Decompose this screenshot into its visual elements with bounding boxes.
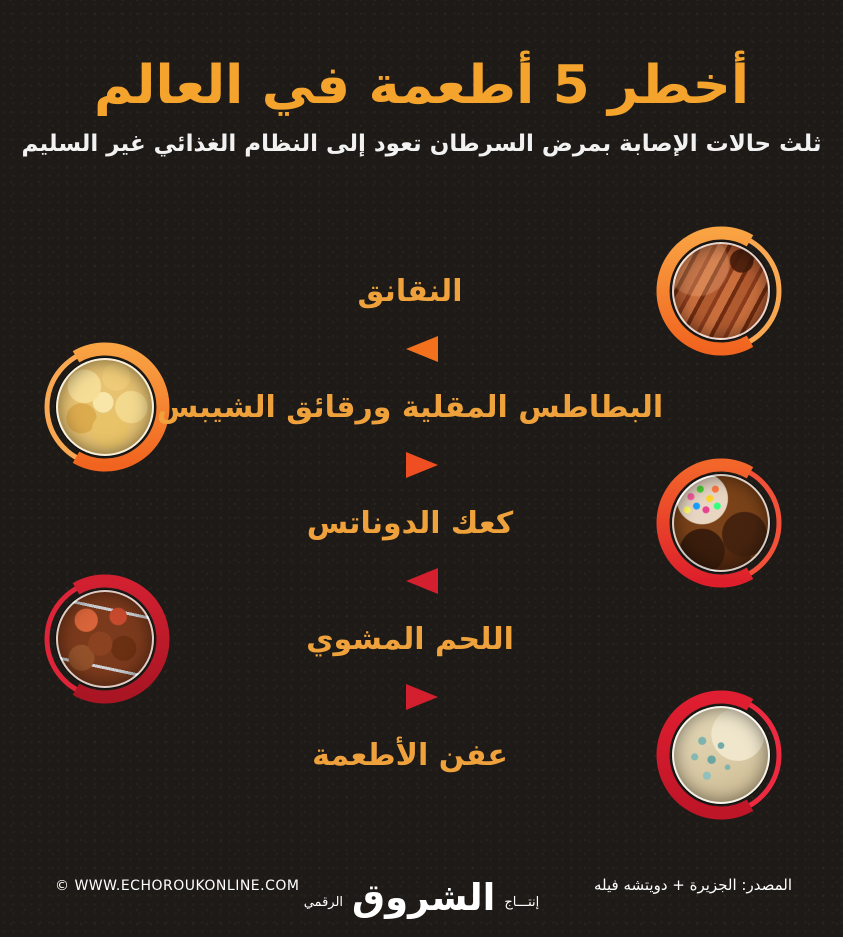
food-label-4: اللحم المشوي <box>306 621 514 657</box>
food-item-4 <box>0 581 843 697</box>
page-title: أخطر 5 أطعمة في العالم <box>93 55 750 116</box>
source-text: المصدر: الجزيرة + دويتشه فيله <box>594 876 792 894</box>
food-label-5: عفن الأطعمة <box>312 737 508 773</box>
food-label-3: كعك الدوناتس <box>306 505 514 541</box>
food-item-1 <box>0 233 843 349</box>
production-suffix: الرقمي <box>303 895 344 910</box>
food-item-3 <box>0 465 843 581</box>
footer <box>0 856 843 919</box>
copyright-text: © WWW.ECHOROUKONLINE.COM <box>55 878 300 894</box>
header <box>0 56 843 157</box>
echorouk-logo: الشروق <box>352 876 496 919</box>
production-prefix: إنتـــاج <box>504 895 540 910</box>
page-subtitle: ثلث حالات الإصابة بمرض السرطان تعود إلى النظام الغذائي غير السليم <box>21 130 822 157</box>
food-label-2: البطاطس المقلية ورقائق الشيبس <box>156 389 664 425</box>
food-item-2 <box>0 349 843 465</box>
food-item-5 <box>0 697 843 813</box>
food-label-1: النقانق <box>357 273 463 309</box>
